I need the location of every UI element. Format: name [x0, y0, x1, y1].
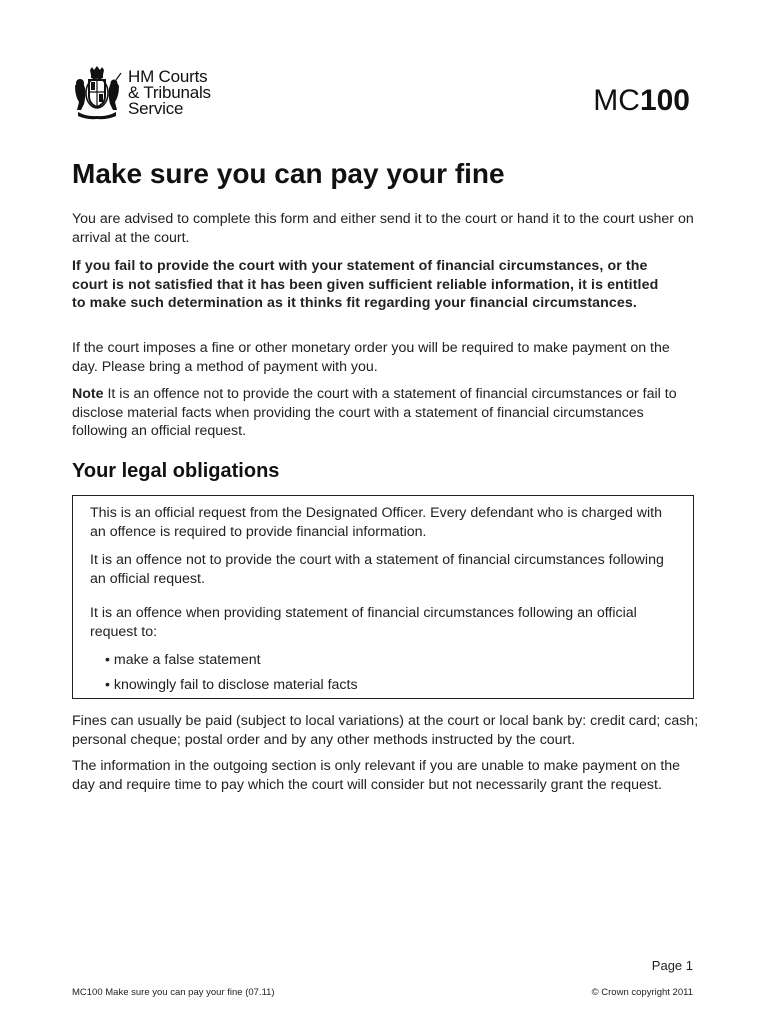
hmcts-logo: [72, 66, 211, 120]
fines-paragraph: Fines can usually be paid (subject to local variations) at the court or local bank by: credit card; cash; personal cheque; postal order and by any other methods instructed by the court.: [72, 713, 699, 748]
note-paragraph: [72, 385, 697, 441]
page-number: Page 1: [651, 958, 693, 973]
payment-paragraph: If the court imposes a fine or other monetary order you will be required to make payment on the day. Please bring a method of payment with you.: [72, 340, 670, 375]
obligations-paragraph-2: It is an offence not to provide the court with a statement of financial circumstances following an official request.: [90, 552, 664, 587]
org-name-line-3: Service: [128, 99, 184, 118]
warning-paragraph: If you fail to provide the court with your statement of financial circumstances, or the court is not satisfied that it has been given sufficient reliable information, it is entitled to make such determination as it thinks fit regarding your financial circumstances.: [72, 258, 659, 311]
note-text: It is an offence not to provide the court with a statement of financial circumstances or fail to disclose material facts when providing the court with a statement of financial circumstances following an official request.: [72, 386, 677, 439]
obligation-bullet-2: • knowingly fail to disclose material facts: [105, 677, 358, 693]
organisation-name: [128, 69, 211, 117]
footer-copyright: © Crown copyright 2011: [591, 987, 693, 998]
page-title: Make sure you can pay your fine: [72, 158, 505, 189]
footer-form-reference: MC100 Make sure you can pay your fine (07.11): [72, 987, 275, 998]
intro-paragraph: You are advised to complete this form and either send it to the court or hand it to the court usher on arrival at the court.: [72, 211, 694, 246]
form-code-prefix: MC: [593, 84, 640, 117]
note-label: Note: [72, 386, 104, 402]
obligations-box: [72, 495, 694, 699]
obligation-bullet-1: • make a false statement: [105, 652, 261, 668]
obligations-paragraph-3: It is an offence when providing statement of financial circumstances following an official request to:: [90, 605, 637, 640]
outgoing-paragraph: The information in the outgoing section is only relevant if you are unable to make payment on the day and require time to pay which the court will consider but not necessarily grant the request.: [72, 758, 681, 793]
royal-crest-icon: [72, 66, 122, 120]
section-heading-obligations: Your legal obligations: [72, 460, 280, 482]
form-code-number: 100: [639, 84, 690, 117]
form-code: [593, 84, 690, 118]
org-name-line-2: & Tribunals: [128, 83, 211, 102]
org-name-line-1: HM Courts: [128, 67, 208, 86]
obligations-paragraph-1: This is an official request from the Designated Officer. Every defendant who is charged with an offence is required to provide financial information.: [90, 505, 663, 540]
